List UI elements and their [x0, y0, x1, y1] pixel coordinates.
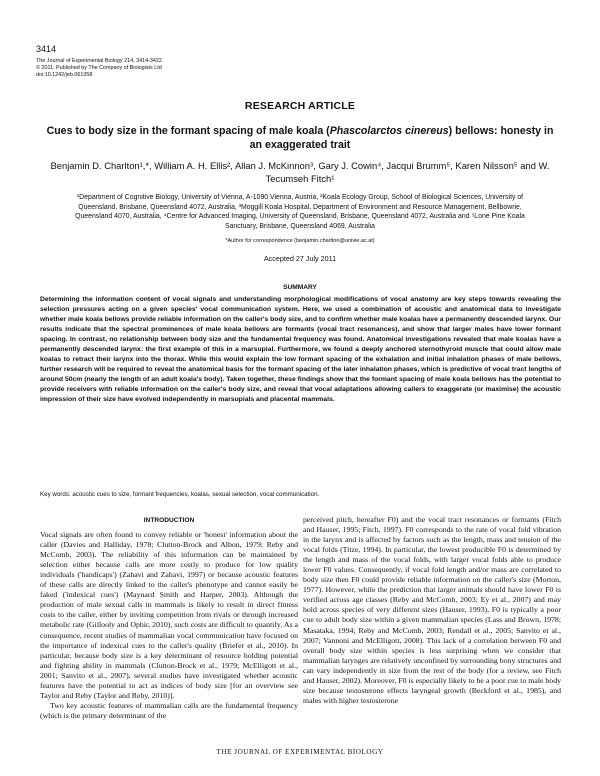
keywords: Key words: acoustic cues to size, formant frequencies, koalas, sexual selection, vocal communication.	[40, 491, 320, 498]
summary-text: Determining the information content of vocal signals and understanding morphological modifications of vocal anatomy are key steps towards revealing the selection pressures acting on a given species' vocal communication system. Here, we used a combination of acoustic and anatomical data to investigate whether male koala bellows provide reliable information on the caller's body size, and to confirm whether male koalas have a permanently descended larynx. Our results indicate that the spectral prominences of male koala bellows are formants (vocal tract resonances), and show that larger males have lower formant spacing. In contrast, no relationship between body size and the fundamental frequency was found. Anatomical investigations revealed that male koalas have a permanently descended larynx: the first example of this in a marsupial. Furthermore, we found a deeply anchored sternothyroid muscle that could allow male koalas to retract their larynx into the thorax. While this would explain the low formant spacing of the exhalation and initial inhalation phases of male bellows, further research will be required to reveal the anatomical basis for the formant spacing of the later inhalation phases, which is predictive of vocal tract lengths of around 50cm (nearly the length of an adult koala's body). Taken together, these findings show that the formant spacing of male koala bellows has the potential to provide receivers with reliable information on the caller's body size, and reveal that vocal adaptations allowing callers to exaggerate (or maximise) the acoustic impression of their size have evolved independently in marsupials and placental mammals.	[40, 296, 561, 404]
summary-heading: SUMMARY	[283, 284, 317, 291]
accepted-date: Accepted 27 July 2011	[263, 254, 337, 263]
author-list: Benjamin D. Charlton¹,*, William A. H. Ellis², Allan J. McKinnon³, Gary J. Cowin⁴, Jacqui Brumm⁵, Karen Nilsson⁵ and W. Tecumseh Fitch¹	[50, 160, 550, 184]
journal-citation	[36, 58, 162, 79]
title-part-1: Cues to body size in the formant spacing of male koala (	[46, 125, 330, 137]
page-number: 3414	[36, 44, 57, 54]
article-title	[40, 124, 560, 152]
correspondence: *Author for correspondence (benjamin.charlton@univie.ac.at)	[225, 238, 375, 244]
introduction-heading: INTRODUCTION	[143, 517, 195, 524]
affiliations: ¹Department of Cognitive Biology, University of Vienna, A-1090 Vienna, Austria, ²Koala Ecology Group, School of Biological Sciences, University of Queensland, Brisbane, Queensland 4072, Australia, ³Moggill Koala Hospital, Department of Environment and Resource Management, Bellbowrie, Queensland 4070, Australia, ⁴Centre for Advanced Imaging, University of Queensland, Brisbane, Queensland 4072, Australia and ⁵Lone Pine Koala Sanctuary, Brisbane, Queensland 4069, Australia	[75, 194, 525, 231]
intro-paragraph-2: Two key acoustic features of mammalian calls are the fundamental frequency (which is the primary determinant of the	[40, 700, 298, 720]
journal-line-1: The Journal of Experimental Biology 214, 3414-3422	[36, 58, 162, 64]
journal-footer: THE JOURNAL OF EXPERIMENTAL BIOLOGY	[216, 748, 384, 756]
title-species: Phascolarctos cinereus	[329, 125, 449, 137]
intro-paragraph-1: Vocal signals are often found to convey reliable or 'honest' information about the caller (Davies and Halliday, 1978; Clutton-Brock and Albon, 1979; Reby and McComb, 2003). The reliability of this information can be maintained by selection either because calls are more costly to produce for low quality individuals ('handicaps') (Zahavi and Zahavi, 1997) or because acoustic features of these calls are directly linked to the caller's phenotype and cannot easily be faked ('indexical cues') (Maynard Smith and Harper, 2003). Although the production of male sexual calls in mammals is likely to result in direct fitness costs to the caller, either by inviting competition from rivals or through increased metabolic rate (Gillooly and Ophir, 2010), such costs are difficult to quantify. As a consequence, recent studies of mammalian vocal communication have focused on the importance of indexical cues to the caller's quality (Briefer et al., 2010). In particular, because body size is a key determinant of resource holding potential and fighting ability in mammals (Clutton-Brock et al., 1979; McElligott et al., 2001; Sanvito et al., 2007), several studies have investigated whether acoustic features have the potential to act as indices of body size [for an overview see Taylor and Reby (Taylor and Reby, 2010)].	[40, 530, 298, 700]
right-column	[303, 515, 561, 706]
journal-line-2: © 2011. Published by The Company of Biologists Ltd	[36, 65, 162, 71]
article-type: RESEARCH ARTICLE	[244, 100, 356, 112]
title-part-2: ) bellows: honesty in an exaggerated trait	[249, 125, 554, 151]
intro-paragraph-3: perceived pitch, hereafter F0) and the vocal tract resonances or formants (Fitch and Hauser, 1995; Fitch, 1997). F0 corresponds to the rate of vocal fold vibration in the larynx and is affected by factors such as the length, mass and tension of the vocal folds (Titze, 1994). In particular, the lowest producible F0 is determined by the length and mass of the vocal folds, with larger vocal folds able to produce lower F0 values. Consequently, if vocal fold length and/or mass are correlated to body size then F0 could provide reliable information on the caller's size (Morton, 1977). However, while the prediction that larger animals should have lower F0 is verified across age classes (Reby and McComb, 2003; Ey et al., 2007) and may hold across species of very different sizes (Hauser, 1993), F0 is typically a poor cue to adult body size within a given mammalian species (Lass and Brown, 1978; Masataka, 1994; Reby and McComb, 2003; Rendall et al., 2005; Sanvito et al., 2007; Vannoni and McElligott, 2008). This lack of a correlation between F0 and overall body size within species is less surprising when we consider that mammalian larynges are relatively unconfined by surrounding bony structures and can vary independently in size from the rest of the body (for a review, see Fitch and Hauser, 2002). Moreover, F0 is especially likely to be a poor cue to male body size because testosterone effects laryngeal growth (Beckford et al., 1985), and males with higher testosterone	[303, 515, 561, 705]
left-column	[40, 516, 298, 721]
doi[interactable]: doi:10.1242/jeb.061358	[36, 72, 93, 78]
